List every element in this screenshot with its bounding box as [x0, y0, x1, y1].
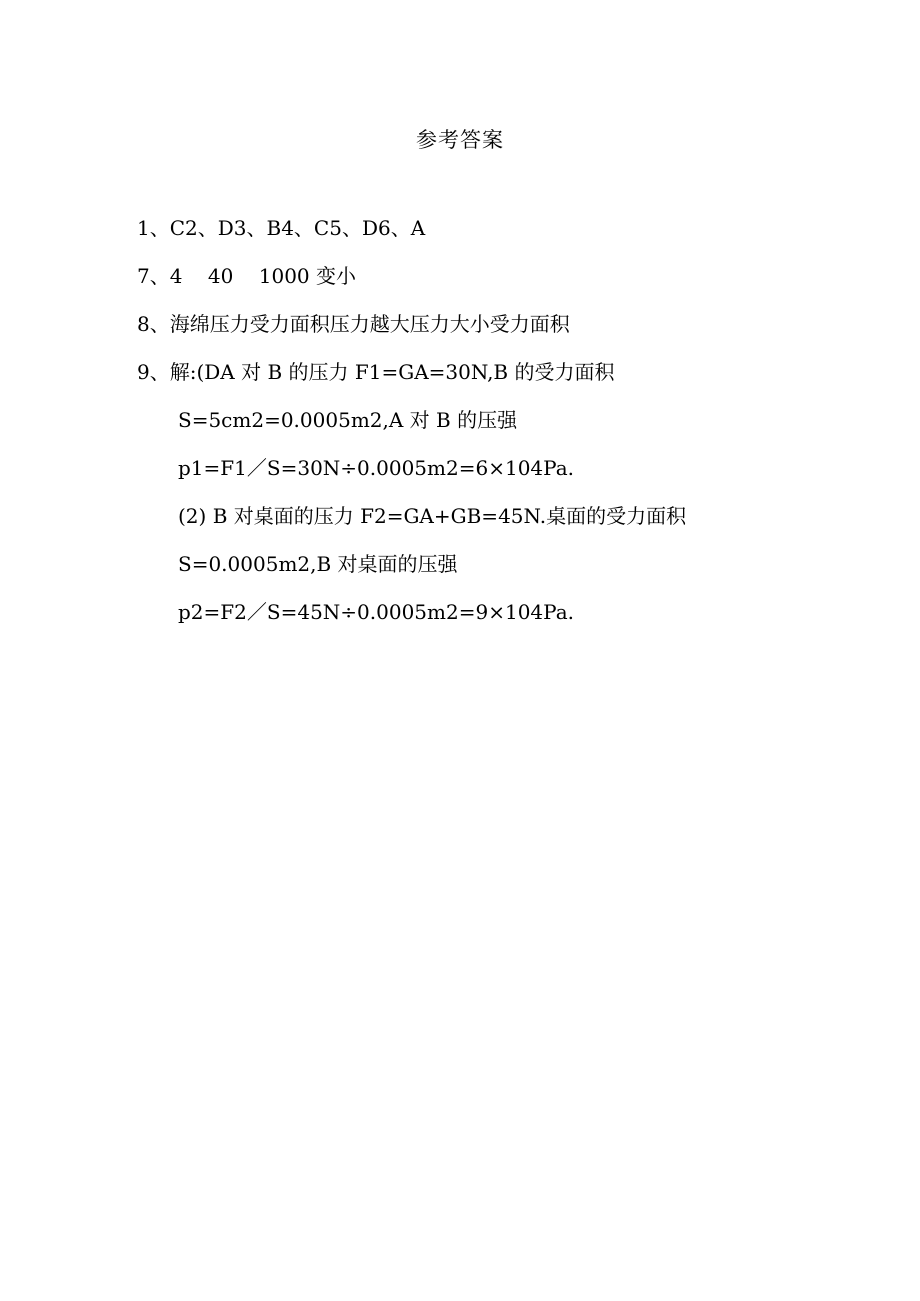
solution-area-2-line: S=0.0005m2,B 对桌面的压强	[178, 552, 458, 576]
solution-pressure-1-line: p1=F1／S=30N÷0.0005m2=6×104Pa.	[178, 456, 574, 480]
answer-line-9-intro: 9、解:(DA 对 B 的压力 F1=GA=30N,B 的受力面积	[137, 360, 615, 384]
page-title: 参考答案	[416, 128, 504, 152]
answer-line-8: 8、海绵压力受力面积压力越大压力大小受力面积	[137, 312, 570, 336]
answer-line-1: 1、C2、D3、B4、C5、D6、A	[137, 216, 426, 240]
answer-line-7: 7、4 40 1000 变小	[137, 264, 357, 288]
solution-area-line: S=5cm2=0.0005m2,A 对 B 的压强	[178, 408, 518, 432]
solution-pressure-2-line: p2=F2／S=45N÷0.0005m2=9×104Pa.	[178, 600, 574, 624]
solution-part-2-line: (2) B 对桌面的压力 F2=GA+GB=45N.桌面的受力面积	[178, 504, 687, 528]
